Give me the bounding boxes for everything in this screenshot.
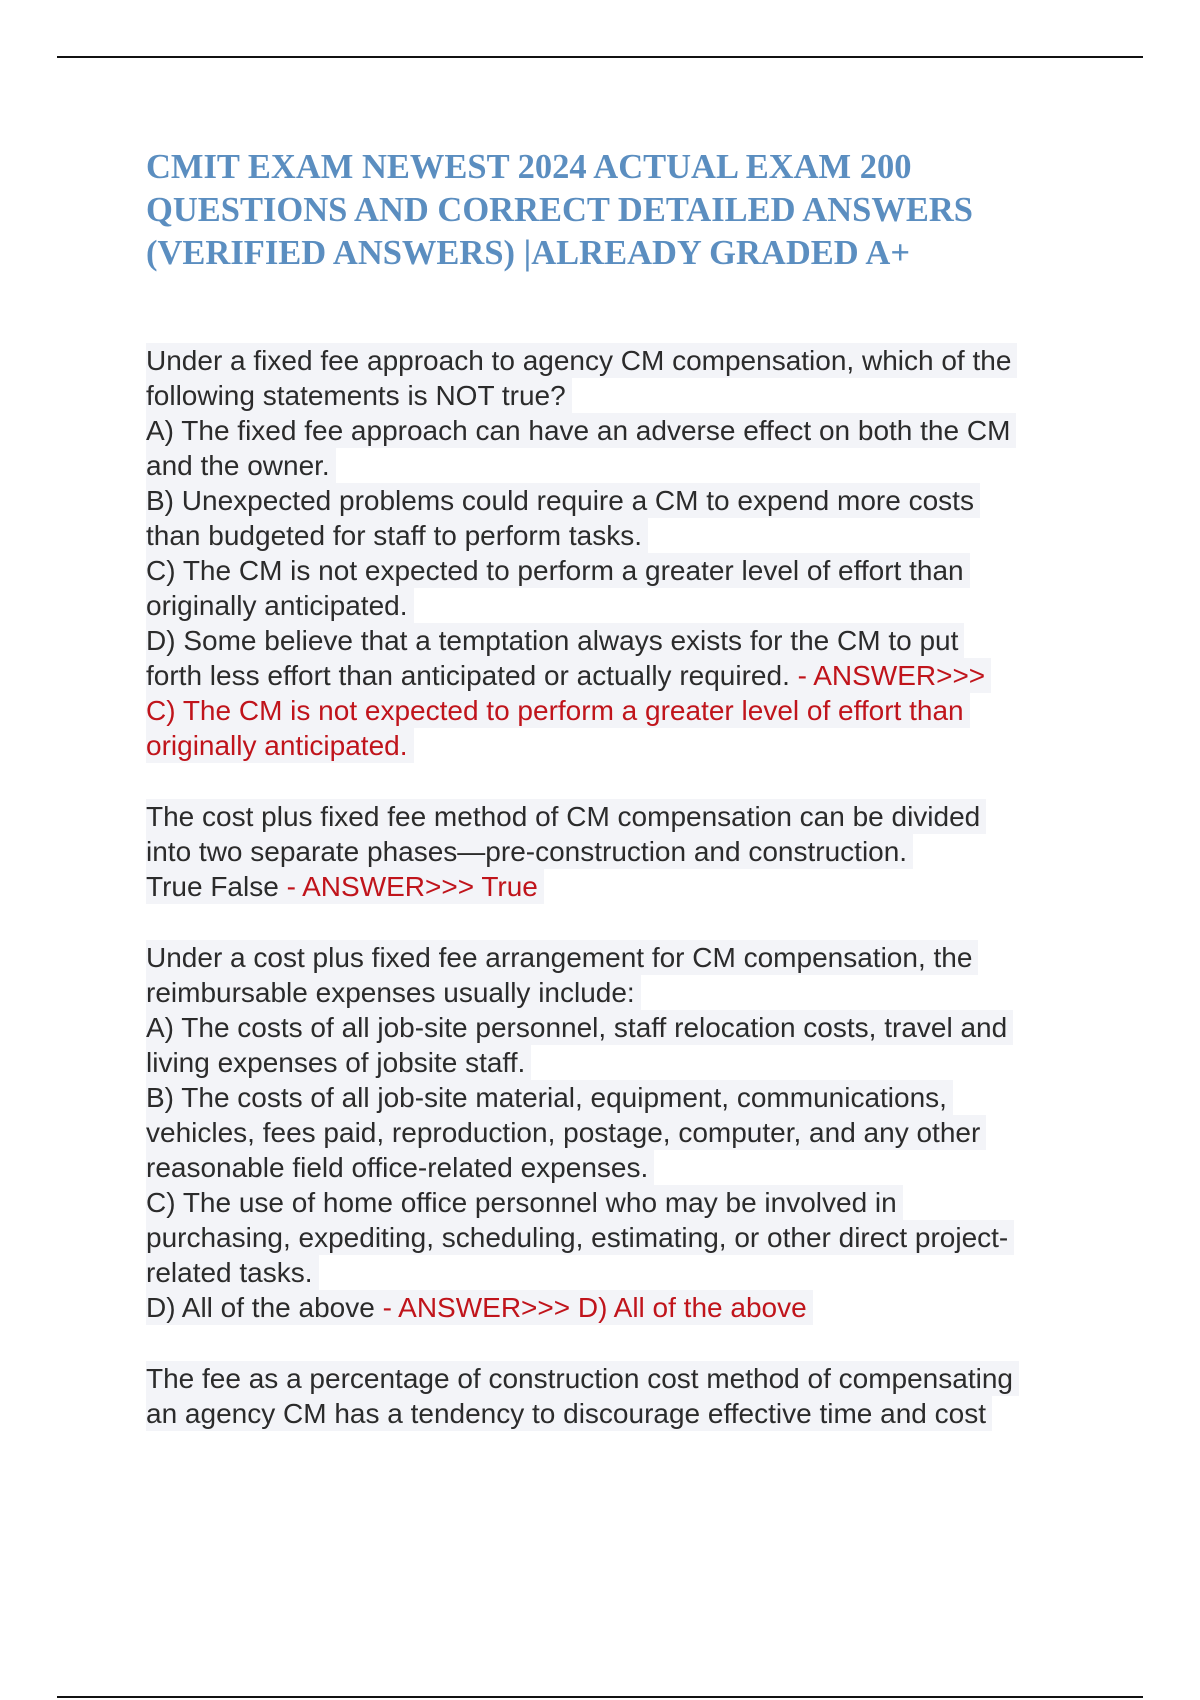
question-line: The fee as a percentage of construction cost method of compensating [146,1361,1019,1396]
option-line: A) The costs of all job-site personnel, staff relocation costs, travel and [146,1010,1013,1045]
option-line: A) The fixed fee approach can have an adverse effect on both the CM [146,413,1016,448]
option-line: reasonable field office-related expenses. [146,1150,654,1185]
option-line: vehicles, fees paid, reproduction, postage, computer, and any other [146,1115,986,1150]
question-line: Under a fixed fee approach to agency CM compensation, which of the [146,343,1017,378]
question-block-1 [146,343,1096,763]
answer-text: - ANSWER>>> True [286,871,538,902]
answer-marker: - ANSWER>>> [797,660,986,691]
question-line: reimbursable expenses usually include: [146,975,641,1010]
header-rule [57,56,1143,58]
question-block-2 [146,799,1096,904]
option-line [146,869,544,904]
question-line: following statements is NOT true? [146,378,572,413]
question-line: into two separate phases—pre-construction and construction. [146,834,913,869]
answer-line: C) The CM is not expected to perform a greater level of effort than [146,693,970,728]
option-line: related tasks. [146,1255,319,1290]
footer-rule [57,1696,1143,1698]
title-line: CMIT EXAM NEWEST 2024 ACTUAL EXAM 200 [146,148,912,186]
option-line: than budgeted for staff to perform tasks. [146,518,648,553]
option-line [146,1290,813,1325]
qa-content [146,343,1096,1467]
option-line: living expenses of jobsite staff. [146,1045,531,1080]
option-line [146,658,991,693]
option-line: D) Some believe that a temptation always exists for the CM to put [146,623,964,658]
option-line: C) The CM is not expected to perform a greater level of effort than [146,553,970,588]
title-line: (VERIFIED ANSWERS) |ALREADY GRADED A+ [146,234,910,272]
option-text: forth less effort than anticipated or actually required. [146,660,798,691]
option-text: True False [146,871,287,902]
option-line: originally anticipated. [146,588,414,623]
option-line: B) Unexpected problems could require a CM to expend more costs [146,483,980,518]
question-block-4 [146,1361,1096,1431]
question-line: an agency CM has a tendency to discourage effective time and cost [146,1396,992,1431]
option-line: B) The costs of all job-site material, equipment, communications, [146,1080,953,1115]
question-line: The cost plus fixed fee method of CM compensation can be divided [146,799,986,834]
answer-text: - ANSWER>>> D) All of the above [382,1292,807,1323]
question-line: Under a cost plus fixed fee arrangement for CM compensation, the [146,940,978,975]
question-block-3 [146,940,1096,1325]
option-text: D) All of the above [146,1292,383,1323]
option-line: C) The use of home office personnel who may be involved in [146,1185,903,1220]
document-title [146,146,1086,275]
option-line: purchasing, expediting, scheduling, estimating, or other direct project- [146,1220,1014,1255]
answer-line: originally anticipated. [146,728,414,763]
option-line: and the owner. [146,448,336,483]
title-line: QUESTIONS AND CORRECT DETAILED ANSWERS [146,191,973,229]
